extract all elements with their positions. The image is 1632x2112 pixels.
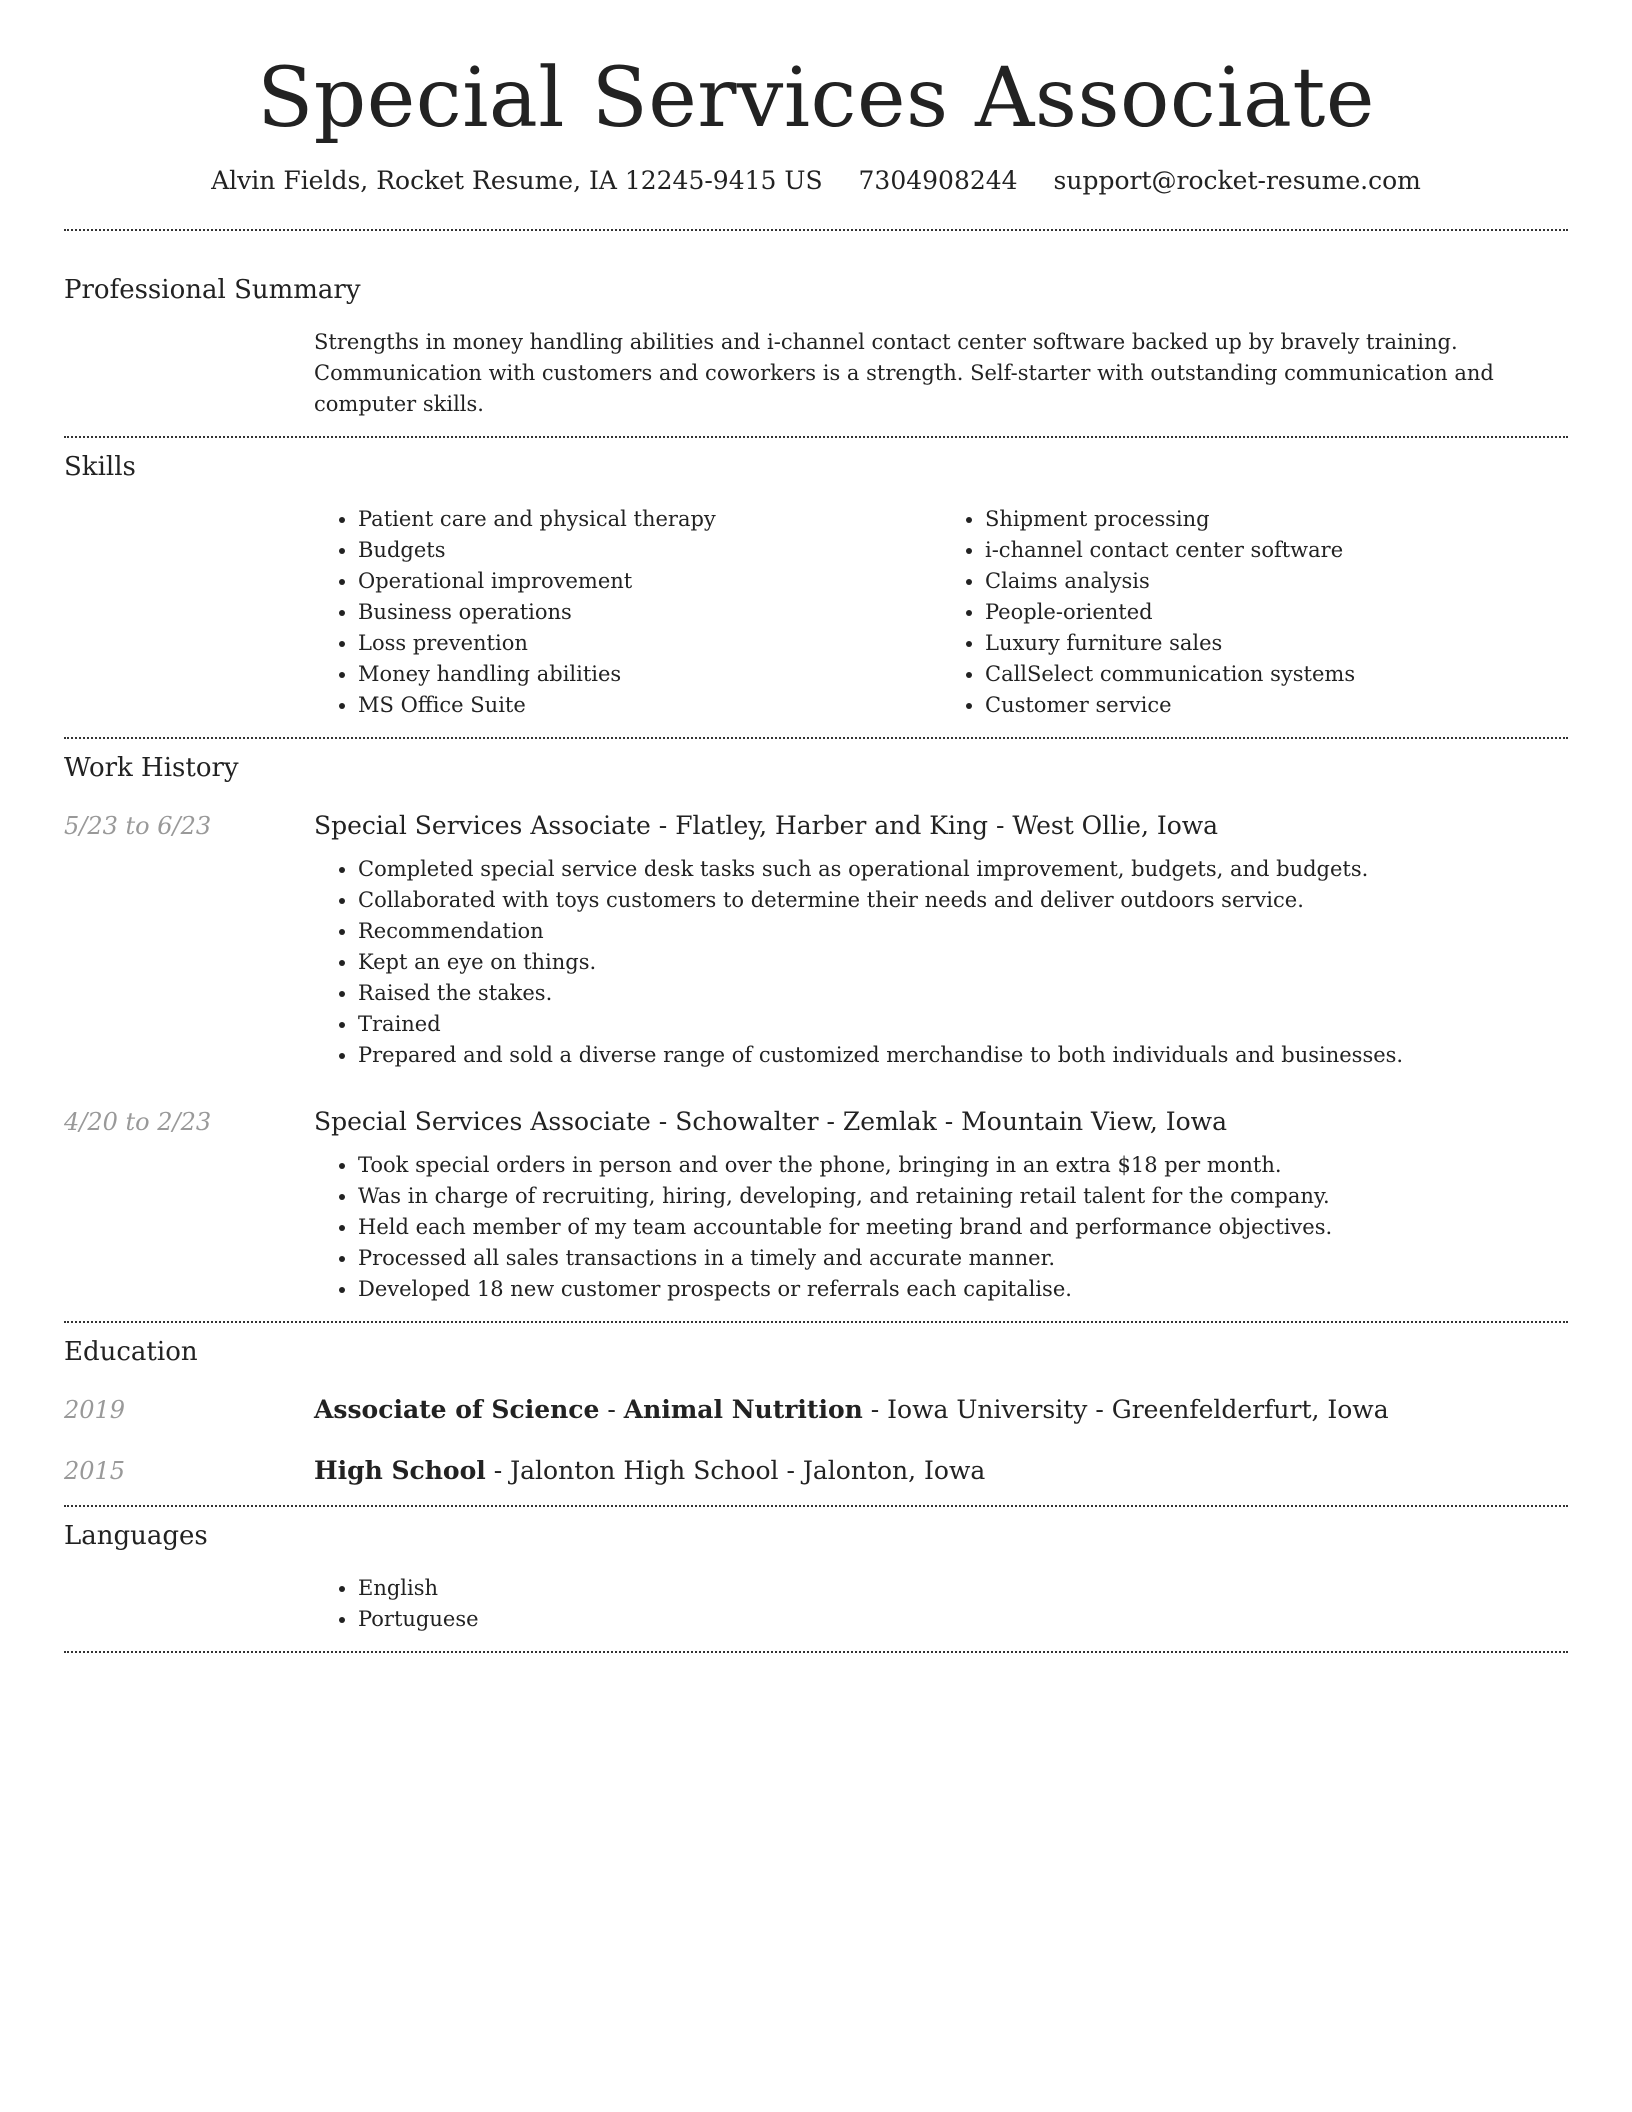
job-entry <box>64 811 1568 1071</box>
contact-email: support@rocket-resume.com <box>1053 166 1421 196</box>
skill-item: • Budgets <box>358 535 941 566</box>
education-school: Jalonton High School <box>510 1456 779 1486</box>
skill-item: • i-channel contact center software <box>985 535 1568 566</box>
skills-grid <box>314 504 1568 721</box>
education-line: High School - Jalonton High School - Jalonton, Iowa <box>314 1456 986 1486</box>
summary-title: Professional Summary <box>64 275 361 306</box>
job-header <box>64 1107 1568 1136</box>
job-bullet: • Completed special service desk tasks such as operational improvement, budgets, and budgets. <box>358 854 1568 885</box>
job-title-line: Special Services Associate - Schowalter - Zemlak - Mountain View, Iowa <box>314 1107 1227 1137</box>
job-bullet: • Trained <box>358 1009 1568 1040</box>
job-bullet: • Recommendation <box>358 916 1568 947</box>
skill-item: • MS Office Suite <box>358 690 941 721</box>
job-bullet: • Prepared and sold a diverse range of customized merchandise to both individuals and businesses. <box>358 1040 1568 1071</box>
summary-text: Strengths in money handling abilities and i-channel contact center software backed up by bravely training. Communication with customers and coworkers is a strength. Self-starter with outstanding communication and computer skills. <box>314 330 1494 417</box>
education-entry <box>64 1456 1568 1485</box>
job-location: West Ollie, Iowa <box>1012 811 1219 841</box>
job-title-line: Special Services Associate - Flatley, Harber and King - West Ollie, Iowa <box>314 811 1219 841</box>
education-line: Associate of Science - Animal Nutrition - Iowa University - Greenfelderfurt, Iowa <box>314 1395 1389 1425</box>
languages-section <box>64 1507 1568 1635</box>
contact-phone: 7304908244 <box>858 166 1018 196</box>
skill-item: • Business operations <box>358 597 941 628</box>
job-bullets <box>314 1150 1568 1305</box>
education-location: Greenfelderfurt, Iowa <box>1111 1395 1389 1425</box>
education-degree: Associate of Science <box>314 1395 600 1425</box>
job-bullet: • Raised the stakes. <box>358 978 1568 1009</box>
language-item: • English <box>358 1573 1568 1604</box>
work-section <box>64 739 1568 1305</box>
skills-list-right <box>941 504 1568 721</box>
job-location: Mountain View, Iowa <box>961 1107 1227 1137</box>
job-bullets <box>314 854 1568 1071</box>
education-title: Education <box>64 1337 198 1368</box>
job-bullet: • Kept an eye on things. <box>358 947 1568 978</box>
job-company: Schowalter - Zemlak <box>675 1107 937 1137</box>
job-role: Special Services Associate <box>314 811 651 841</box>
job-dates: 4/20 to 2/23 <box>64 1108 212 1137</box>
languages-list <box>314 1573 1568 1635</box>
work-title: Work History <box>64 753 239 784</box>
skill-item: • Shipment processing <box>985 504 1568 535</box>
education-field: Animal Nutrition <box>623 1395 863 1425</box>
job-bullet: • Collaborated with toys customers to determine their needs and deliver outdoors service. <box>358 885 1568 916</box>
skills-section <box>64 438 1568 721</box>
section-divider <box>64 1651 1568 1653</box>
education-degree: High School <box>314 1456 486 1486</box>
education-year: 2019 <box>64 1396 126 1425</box>
skill-item: • Luxury furniture sales <box>985 628 1568 659</box>
job-header <box>64 811 1568 840</box>
language-item: • Portuguese <box>358 1604 1568 1635</box>
job-bullet: • Held each member of my team accountable for meeting brand and performance objectives. <box>358 1212 1568 1243</box>
skill-item: • Customer service <box>985 690 1568 721</box>
summary-section <box>64 231 1568 420</box>
skill-item: • Operational improvement <box>358 566 941 597</box>
education-year: 2015 <box>64 1457 126 1486</box>
job-dates: 5/23 to 6/23 <box>64 812 212 841</box>
skills-title: Skills <box>64 452 136 483</box>
job-bullet: • Was in charge of recruiting, hiring, developing, and retaining retail talent for the company. <box>358 1181 1568 1212</box>
resume-name: Special Services Associate <box>257 51 1375 146</box>
skill-item: • CallSelect communication systems <box>985 659 1568 690</box>
job-company: Flatley, Harber and King <box>675 811 989 841</box>
job-bullet: • Developed 18 new customer prospects or referrals each capitalise. <box>358 1274 1568 1305</box>
job-bullet: • Took special orders in person and over the phone, bringing in an extra $18 per month. <box>358 1150 1568 1181</box>
education-school: Iowa University <box>887 1395 1088 1425</box>
job-entry <box>64 1107 1568 1305</box>
education-location: Jalonton, Iowa <box>802 1456 986 1486</box>
skill-item: • Claims analysis <box>985 566 1568 597</box>
job-role: Special Services Associate <box>314 1107 651 1137</box>
education-section <box>64 1323 1568 1485</box>
skill-item: • Money handling abilities <box>358 659 941 690</box>
job-bullet: • Processed all sales transactions in a timely and accurate manner. <box>358 1243 1568 1274</box>
languages-title: Languages <box>64 1521 208 1552</box>
skills-list-left <box>314 504 941 721</box>
skill-item: • Patient care and physical therapy <box>358 504 941 535</box>
contact-address: Alvin Fields, Rocket Resume, IA 12245-9415 US <box>211 166 823 196</box>
contact-line <box>64 166 1568 195</box>
skill-item: • Loss prevention <box>358 628 941 659</box>
education-entry <box>64 1395 1568 1424</box>
skill-item: • People-oriented <box>985 597 1568 628</box>
